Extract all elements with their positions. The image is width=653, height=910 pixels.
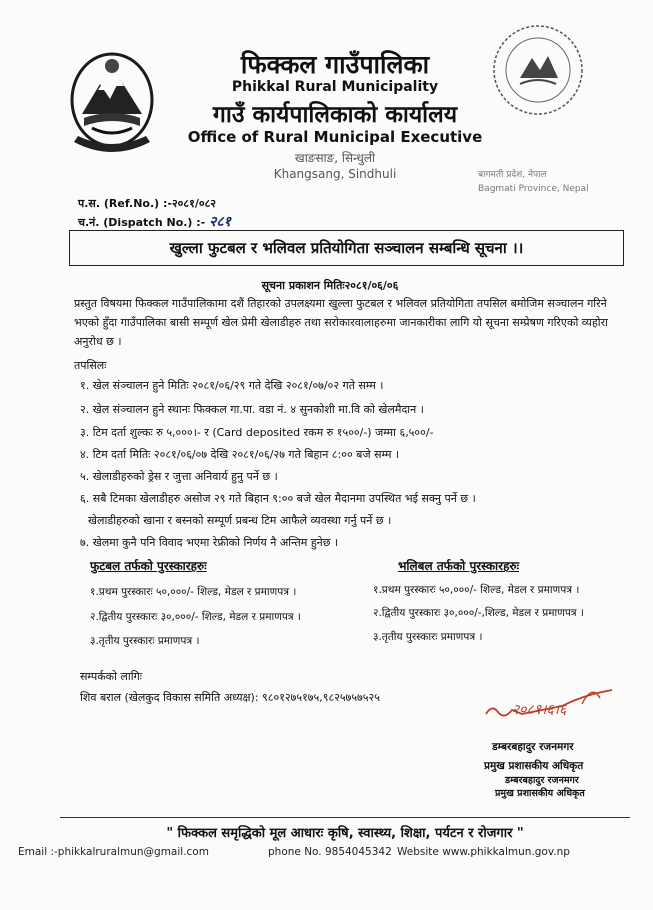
nepal-emblem-icon: [62, 44, 162, 162]
signature-date: २०८१।६।६: [512, 702, 567, 718]
footer-divider: [60, 817, 630, 818]
contact-person: शिव बराल (खेलकुद विकास समिति अध्यक्ष): ९८०१२७५१७५,९८२५७५७५२५: [80, 691, 380, 704]
list-item: ७. खेलमा कुनै पनि विवाद भएमा रेफ्रीको निर्णय नै अन्तिम हुनेछ ।: [80, 536, 339, 549]
list-item: खेलाडीहरुको खाना र बस्नको सम्पूर्ण प्रबन्ध टिम आफैले व्यवस्था गर्नु पर्ने छ ।: [88, 514, 392, 527]
office-name-english: Office of Rural Municipal Executive: [187, 128, 483, 146]
list-item: ६. सबै टिमका खेलाडीहरु असोज २९ गते बिहान ९:०० बजे खेल मैदानमा उपस्थित भई सक्नु पर्ने छ ।: [80, 492, 476, 505]
province-nepali: बागमती प्रदेश, नेपाल: [478, 170, 547, 180]
officer-post-stamp: प्रमुख प्रशासकीय अधिकृत: [495, 788, 585, 799]
football-prize-item: १.प्रथम पुरस्कारः ५०,०००/- शिल्ड, मेडल र प्रमाणपत्र ।: [90, 586, 297, 598]
dispatch-number: [78, 212, 231, 231]
list-item: २. खेल संञ्चालन हुने स्थानः फिक्कल गा.पा. वडा नं. ४ सुनकोशी मा.वि को खेलमैदान ।: [80, 403, 424, 416]
publish-date: सूचना प्रकाशन मितिः२०८१/०६/०६: [261, 279, 399, 292]
footer-website: Website www.phikkalmun.gov.np: [397, 846, 570, 858]
ref-label: प.स. (Ref.No.) :: [78, 197, 168, 210]
list-item: १. खेल संञ्चालन हुने मितिः २०८१/०६/२९ गते देखि २०८१/०७/०२ गते सम्म ।: [80, 379, 384, 392]
province-label: [478, 168, 628, 196]
volleyball-prize-item: २.द्वितीय पुरस्कारः ३०,०००/-,शिल्ड, मेडल र प्रमाणपत्र ।: [373, 607, 584, 619]
footer-email: Email :-phikkalruralmun@gmail.com: [18, 846, 209, 858]
notice-title: खुल्ला फुटबल र भलिवल प्रतियोगिता सञ्चालन सम्बन्धि सूचना ।।: [69, 230, 624, 266]
football-prize-item: ३.तृतीय पुरस्कारः प्रमाणपत्र ।: [90, 635, 200, 647]
list-item: ५. खेलाडीहरुको ड्रेस र जुत्ता अनिवार्य हुनु पर्ने छ ।: [80, 470, 278, 483]
volleyball-prize-item: ३.तृतीय पुरस्कारः प्रमाणपत्र ।: [373, 631, 483, 643]
officer-post: प्रमुख प्रशासकीय अधिकृत: [484, 760, 584, 772]
officer-name-stamp: डम्बरबहादुर रजनमगर: [505, 775, 579, 786]
place-english: Khangsang, Sindhuli: [273, 167, 397, 181]
province-english: Bagmati Province, Nepal: [478, 184, 589, 194]
org-name-english: Phikkal Rural Municipality: [231, 79, 439, 95]
ref-value: -२०८१/०८२: [167, 197, 217, 210]
officer-name: डम्बरबहादुर रजनमगर: [492, 741, 574, 753]
list-item: ४. टिम दर्ता मितिः २०८१/०६/०७ देखि २०८१/०६/२७ गते बिहान ८:०० बजे सम्म ।: [80, 448, 400, 461]
contact-label: सम्पर्कको लागिः: [80, 670, 143, 683]
dispatch-label: च.नं. (Dispatch No.) :-: [78, 216, 206, 229]
dispatch-value: २८१: [209, 214, 231, 230]
volleyball-prizes-heading: भलिबल तर्फको पुरस्कारहरुः: [398, 559, 520, 573]
football-prize-item: २.द्वितीय पुरस्कारः ३०,०००/- शिल्ड, मेडल र प्रमाणपत्र ।: [90, 611, 301, 623]
football-prizes-heading: फुटबल तर्फको पुरस्कारहरुः: [90, 559, 207, 573]
volleyball-prize-item: १.प्रथम पुरस्कारः ५०,०००/- शिल्ड, मेडल र प्रमाणपत्र ।: [373, 584, 580, 596]
footer-motto: " फिक्कल समृद्धिको मूल आधारः कृषि, स्वास्थ्य, शिक्षा, पर्यटन र रोजगार ": [166, 826, 524, 841]
office-stamp-icon: [490, 22, 586, 118]
tapsil-label: तपसिलः: [74, 359, 107, 372]
footer-phone: phone No. 9854045342: [268, 846, 392, 858]
place-nepali: खाङसाङ, सिन्धुली: [294, 151, 376, 165]
office-name-nepali: गाउँ कार्यपालिकाको कार्यालय: [212, 102, 458, 128]
list-item: ३. टिम दर्ता शुल्कः रु ५,०००।- र (Card deposited रकम रु १५००/-) जम्मा ६,५००/-: [80, 426, 434, 439]
notice-body: प्रस्तुत विषयमा फिक्कल गाउँपालिकामा दशैं तिहारको उपलक्ष्यमा खुल्ला फुटबल र भलिवल प्रतियोगिता तपसिल बमोजिम सञ्चालन गरिने भएको हुँदा गाउँपालिका बासी सम्पूर्ण खेल प्रेमी खेलाडीहरु तथा सरोकारवालाहरुमा जानकारीका लागि यो सूचना सम्प्रेषण गरिएको व्यहोरा अनुरोध छ ।: [74, 297, 608, 348]
ref-number: [78, 196, 216, 211]
org-name-nepali: फिक्कल गाउँपालिका: [240, 50, 430, 79]
